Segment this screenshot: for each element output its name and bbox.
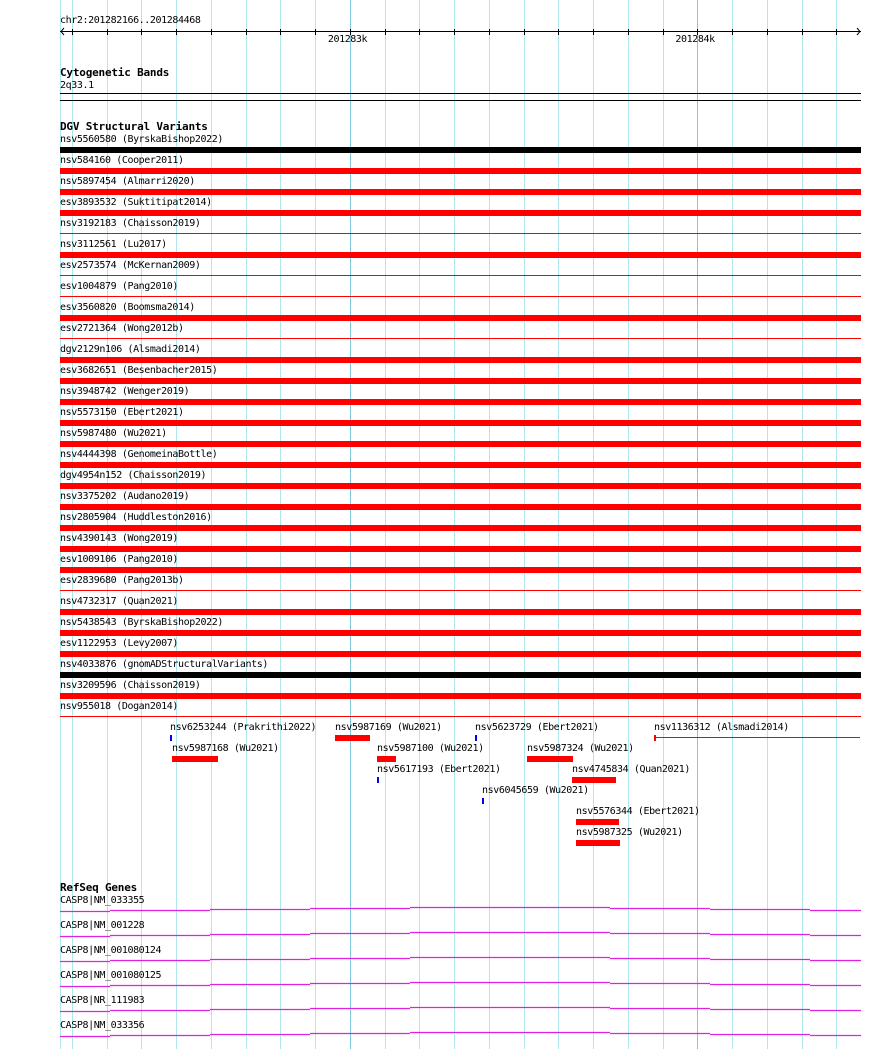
variant-label: nsv3948742 (Wenger2019) [60, 386, 190, 397]
variant-label: nsv5623729 (Ebert2021) [475, 722, 599, 733]
cytoband-line-bottom [60, 100, 861, 101]
variant-bar[interactable] [60, 567, 861, 573]
variant-bar-start[interactable] [654, 735, 656, 741]
variant-label: esv1122953 (Levy2007) [60, 638, 179, 649]
variant-bar[interactable] [60, 609, 861, 615]
variant-bar[interactable] [60, 252, 861, 258]
variant-bar[interactable] [60, 233, 861, 234]
variant-bar[interactable] [60, 378, 861, 384]
track-title-dgv[interactable]: DGV Structural Variants [60, 120, 208, 133]
gene-label: CASP8|NM_001080125 [60, 970, 162, 981]
variant-bar[interactable] [172, 756, 218, 762]
variant-bar[interactable] [335, 735, 370, 741]
variant-label: esv1004879 (Pang2010) [60, 281, 179, 292]
variant-bar[interactable] [60, 275, 861, 276]
variant-label: nsv5987480 (Wu2021) [60, 428, 167, 439]
variant-bar[interactable] [654, 737, 860, 738]
variant-label: nsv5987100 (Wu2021) [377, 743, 484, 754]
gene-label: CASP8|NM_033356 [60, 1020, 145, 1031]
track-title-cytobands[interactable]: Cytogenetic Bands [60, 66, 170, 79]
variant-bar[interactable] [60, 315, 861, 321]
variant-bar[interactable] [60, 168, 861, 174]
variant-label: nsv5987168 (Wu2021) [172, 743, 279, 754]
variant-bar[interactable] [60, 504, 861, 510]
variant-label: dgv2129n106 (Alsmadi2014) [60, 344, 201, 355]
track-title-refseq[interactable]: RefSeq Genes [60, 881, 138, 894]
cytoband-label: 2q33.1 [60, 80, 94, 91]
location-label: chr2:201282166..201284468 [60, 15, 201, 26]
variant-label: nsv3112561 (Lu2017) [60, 239, 167, 250]
variant-bar[interactable] [60, 399, 861, 405]
gene-model[interactable] [0, 928, 890, 940]
variant-label: esv3893532 (Suktitipat2014) [60, 197, 212, 208]
variant-label: esv3560820 (Boomsma2014) [60, 302, 195, 313]
variant-label: dgv4954n152 (Chaisson2019) [60, 470, 207, 481]
variant-bar[interactable] [60, 462, 861, 468]
variant-bar[interactable] [60, 693, 861, 699]
variant-bar[interactable] [60, 296, 861, 297]
cytoband-line-top [60, 93, 861, 94]
variant-label: nsv6045659 (Wu2021) [482, 785, 589, 796]
variant-bar[interactable] [60, 630, 861, 636]
variant-bar[interactable] [60, 525, 861, 531]
variant-label: esv2839680 (Pang2013b) [60, 575, 184, 586]
gene-model[interactable] [0, 953, 890, 965]
variant-label: nsv3375202 (Audano2019) [60, 491, 190, 502]
variant-label: nsv5987169 (Wu2021) [335, 722, 442, 733]
variant-label: nsv5573150 (Ebert2021) [60, 407, 184, 418]
variant-label: esv1009106 (Pang2010) [60, 554, 179, 565]
variant-bar[interactable] [60, 147, 861, 153]
variant-label: nsv5617193 (Ebert2021) [377, 764, 501, 775]
variant-bar[interactable] [482, 798, 484, 804]
variant-label: nsv4745834 (Quan2021) [572, 764, 691, 775]
gene-model[interactable] [0, 1003, 890, 1015]
variant-bar[interactable] [527, 756, 573, 762]
variant-bar[interactable] [60, 357, 861, 363]
variant-bar[interactable] [576, 819, 619, 825]
variant-label: esv2573574 (McKernan2009) [60, 260, 201, 271]
variant-label: nsv955018 (Dogan2014) [60, 701, 179, 712]
variant-bar[interactable] [576, 840, 620, 846]
variant-label: nsv4033876 (gnomADStructuralVariants) [60, 659, 268, 670]
variant-bar[interactable] [60, 338, 861, 339]
gene-label: CASP8|NR_111983 [60, 995, 145, 1006]
variant-label: nsv5897454 (Almarri2020) [60, 176, 195, 187]
variant-label: nsv4732317 (Quan2021) [60, 596, 179, 607]
ruler-label: 201284k [675, 34, 715, 45]
variant-bar[interactable] [60, 189, 861, 195]
gene-model[interactable] [0, 1028, 890, 1040]
variant-label: nsv584160 (Cooper2011) [60, 155, 184, 166]
gene-model[interactable] [0, 903, 890, 915]
variant-label: nsv4390143 (Wong2019) [60, 533, 179, 544]
variant-bar[interactable] [60, 716, 861, 717]
variant-label: nsv6253244 (Prakrithi2022) [170, 722, 317, 733]
ruler-label: 201283k [327, 34, 368, 45]
variant-bar[interactable] [60, 441, 861, 447]
variant-label: esv3682651 (Besenbacher2015) [60, 365, 218, 376]
variant-label: nsv5987325 (Wu2021) [576, 827, 683, 838]
variant-bar[interactable] [377, 777, 379, 783]
variant-label: nsv3192183 (Chaisson2019) [60, 218, 201, 229]
gene-model[interactable] [0, 978, 890, 990]
variant-bar[interactable] [170, 735, 172, 741]
variant-label: nsv1136312 (Alsmadi2014) [654, 722, 789, 733]
variant-label: nsv5438543 (ByrskaBishop2022) [60, 617, 223, 628]
variant-bar[interactable] [475, 735, 477, 741]
variant-label: esv2721364 (Wong2012b) [60, 323, 184, 334]
variant-bar[interactable] [60, 483, 861, 489]
variant-bar[interactable] [572, 777, 616, 783]
variant-bar[interactable] [60, 590, 861, 591]
variant-bar[interactable] [60, 672, 861, 678]
variant-label: nsv5560580 (ByrskaBishop2022) [60, 134, 223, 145]
gene-label: CASP8|NM_001080124 [60, 945, 162, 956]
variant-label: nsv3209596 (Chaisson2019) [60, 680, 201, 691]
variant-bar[interactable] [60, 546, 861, 552]
variant-label: nsv2805904 (Huddleston2016) [60, 512, 212, 523]
variant-bar[interactable] [60, 210, 861, 216]
variant-label: nsv4444398 (GenomeinaBottle) [60, 449, 218, 460]
variant-label: nsv5987324 (Wu2021) [527, 743, 634, 754]
gene-label: CASP8|NM_033355 [60, 895, 145, 906]
variant-label: nsv5576344 (Ebert2021) [576, 806, 700, 817]
variant-bar[interactable] [60, 651, 861, 657]
ruler[interactable] [0, 20, 890, 50]
variant-bar[interactable] [377, 756, 396, 762]
variant-bar[interactable] [60, 420, 861, 426]
gene-label: CASP8|NM_001228 [60, 920, 145, 931]
